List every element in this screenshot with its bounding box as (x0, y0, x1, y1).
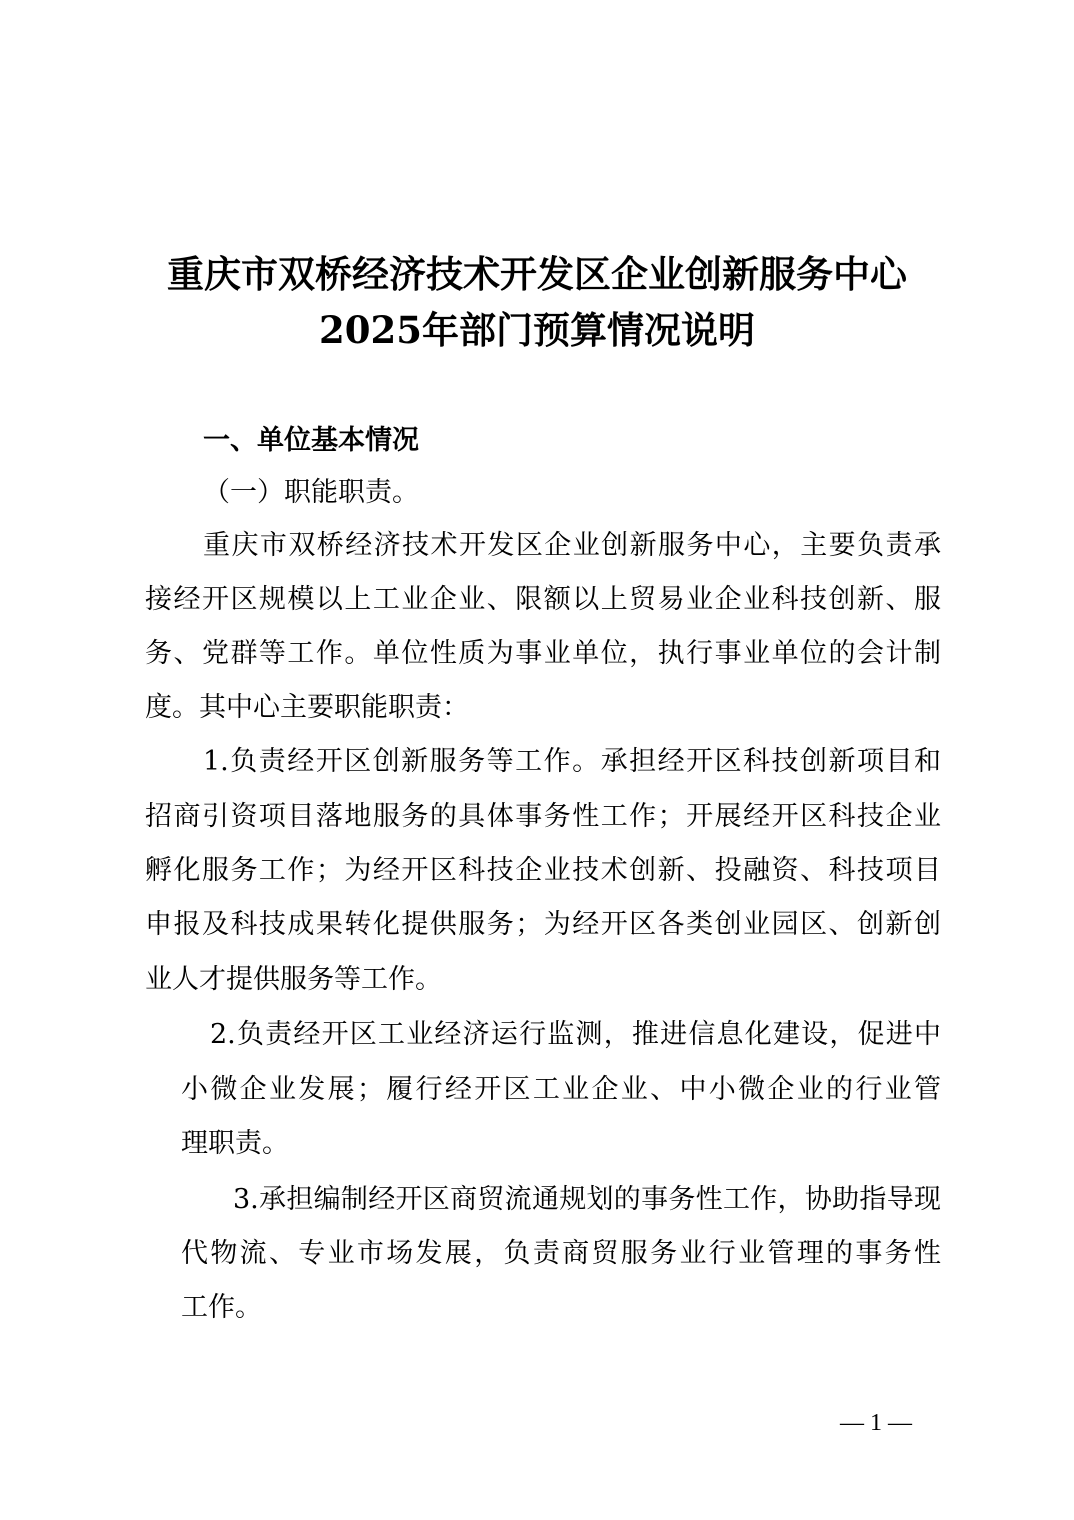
paragraph-line: 重庆市双桥经济技术开发区企业创新服务中心，主要负责承 (203, 530, 941, 561)
duty-item-line: 申报及科技成果转化提供服务；为经开区各类创业园区、创新创 (145, 909, 941, 940)
section-heading: 一、单位基本情况 (203, 425, 419, 456)
document-title-line1: 重庆市双桥经济技术开发区企业创新服务中心 (167, 252, 907, 296)
duty-item-line: 孵化服务工作；为经开区科技企业技术创新、投融资、科技项目 (145, 855, 941, 886)
duty-item-line: 1.负责经开区创新服务等工作。承担经开区科技创新项目和 (203, 746, 941, 777)
duty-item-line: 业人才提供服务等工作。 (145, 964, 442, 995)
paragraph-line: 务、党群等工作。单位性质为事业单位，执行事业单位的会计制 (145, 638, 941, 669)
page-number: — 1 — (840, 1410, 912, 1436)
duty-item-line: 工作。 (181, 1292, 262, 1323)
duty-item-line: 3.承担编制经开区商贸流通规划的事务性工作，协助指导现 (233, 1184, 941, 1215)
duty-item-line: 招商引资项目落地服务的具体事务性工作；开展经开区科技企业 (145, 801, 941, 832)
document-title-line2: 2025年部门预算情况说明 (319, 308, 755, 352)
subsection-heading: （一）职能职责。 (203, 477, 419, 508)
duty-item-line: 理职责。 (181, 1128, 289, 1159)
paragraph-line: 度。其中心主要职能职责： (145, 692, 469, 723)
duty-item-line: 2.负责经开区工业经济运行监测，推进信息化建设，促进中 (210, 1019, 941, 1050)
duty-item-line: 小微企业发展；履行经开区工业企业、中小微企业的行业管 (181, 1074, 941, 1105)
duty-item-line: 代物流、专业市场发展，负责商贸服务业行业管理的事务性 (181, 1238, 941, 1269)
paragraph-line: 接经开区规模以上工业企业、限额以上贸易业企业科技创新、服 (145, 584, 941, 615)
